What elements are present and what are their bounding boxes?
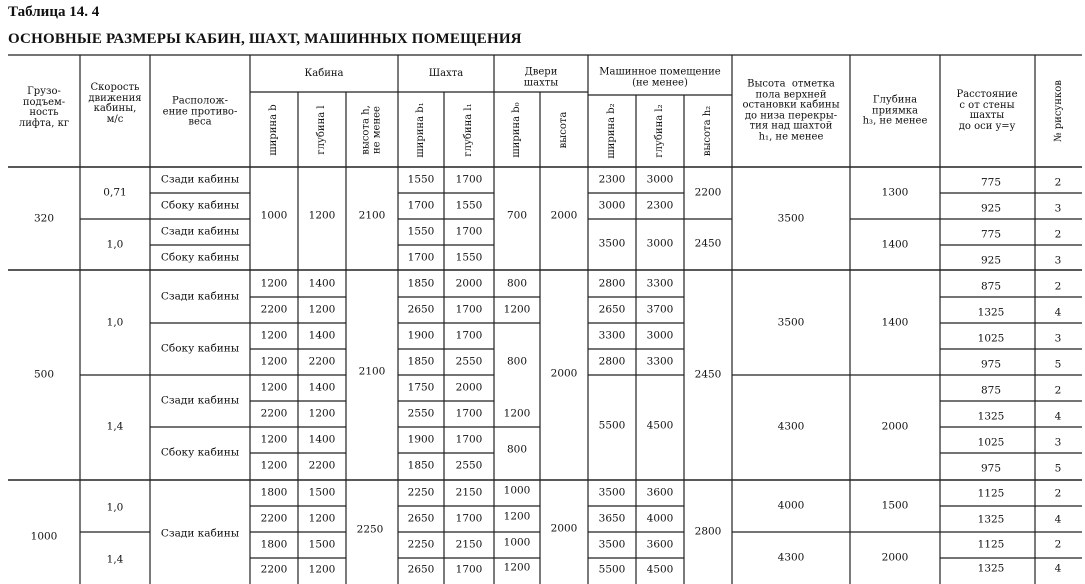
figure-cell: 3: [1054, 436, 1062, 449]
cabin-depth-cell: 1200: [308, 209, 336, 222]
distance-cell: 1125: [977, 487, 1005, 500]
capacity-cell: 500: [33, 368, 55, 381]
header-pit-depth: Глубина приямка h₃, не менее: [862, 94, 928, 127]
shaft-depth-cell: 2550: [455, 459, 483, 472]
counterweight-cell: Сзади кабины: [160, 225, 240, 238]
speed-cell: 1,0: [106, 316, 124, 329]
table-title: ОСНОВНЫЕ РАЗМЕРЫ КАБИН, ШАХТ, МАШИННЫХ ПОМЕЩЕНИЯ: [8, 31, 522, 47]
shaft-width-cell: 2650: [407, 563, 435, 576]
mr-width-cell: 5500: [598, 419, 626, 432]
shaft-width-cell: 1550: [407, 173, 435, 186]
header-door: Двери шахты: [523, 66, 559, 88]
table-caption: Таблица 14. 4: [8, 4, 100, 20]
cabin-depth-cell: 1400: [308, 277, 336, 290]
speed-cell: 1,0: [106, 501, 124, 514]
speed-cell: 1,4: [106, 420, 124, 433]
shaft-depth-cell: 1700: [455, 303, 483, 316]
mr-width-cell: 3500: [598, 538, 626, 551]
shaft-width-cell: 2250: [407, 538, 435, 551]
mr-width-cell: 5500: [598, 563, 626, 576]
stop-height-cell: 4000: [777, 499, 805, 512]
mr-depth-cell: 3300: [646, 277, 674, 290]
figure-cell: 2: [1054, 487, 1062, 500]
cabin-depth-cell: 1200: [308, 512, 336, 525]
cabin-width-cell: 2200: [260, 407, 288, 420]
mr-width-cell: 3650: [598, 512, 626, 525]
door-width-cell: 1200: [503, 303, 531, 316]
cabin-depth-cell: 1200: [308, 303, 336, 316]
capacity-cell: 320: [33, 212, 55, 225]
mr-width-cell: 2650: [598, 303, 626, 316]
speed-cell: 0,71: [103, 186, 127, 199]
shaft-width-cell: 2650: [407, 303, 435, 316]
door-width-cell: 800: [506, 355, 528, 368]
distance-cell: 775: [980, 228, 1002, 241]
header-stop-height: Высота отметка пола верхней остановки кабины до низа перекры- тия над шахтой h₁, не менее: [742, 78, 840, 142]
header-distance: Расстояние с от стены шахты до оси y=y: [956, 89, 1018, 132]
shaft-width-cell: 2550: [407, 407, 435, 420]
header-cabin-depth: глубина l: [315, 105, 327, 155]
shaft-depth-cell: 1700: [455, 407, 483, 420]
distance-cell: 1125: [977, 538, 1005, 551]
shaft-depth-cell: 1700: [455, 512, 483, 525]
figure-cell: 2: [1054, 228, 1062, 241]
cabin-width-cell: 1200: [260, 433, 288, 446]
cabin-depth-cell: 1500: [308, 486, 336, 499]
figure-cell: 4: [1054, 513, 1062, 526]
door-height-cell: 2000: [550, 522, 578, 535]
figure-cell: 2: [1054, 538, 1062, 551]
mr-depth-cell: 3300: [646, 355, 674, 368]
shaft-depth-cell: 1700: [455, 225, 483, 238]
pit-depth-cell: 2000: [881, 420, 909, 433]
door-width-cell: 1200: [503, 561, 531, 574]
shaft-width-cell: 1550: [407, 225, 435, 238]
counterweight-cell: Сбоку кабины: [160, 251, 240, 264]
shaft-depth-cell: 2000: [455, 381, 483, 394]
counterweight-cell: Сзади кабины: [160, 527, 240, 540]
cabin-width-cell: 1200: [260, 381, 288, 394]
mr-width-cell: 2800: [598, 277, 626, 290]
shaft-depth-cell: 1550: [455, 251, 483, 264]
distance-cell: 925: [980, 202, 1002, 215]
cabin-height-cell: 2100: [358, 209, 386, 222]
stop-height-cell: 4300: [777, 420, 805, 433]
header-cabin-width: ширина b: [267, 104, 279, 156]
cabin-width-cell: 1800: [260, 538, 288, 551]
distance-cell: 875: [980, 384, 1002, 397]
figure-cell: 3: [1054, 202, 1062, 215]
cabin-width-cell: 1000: [260, 209, 288, 222]
speed-cell: 1,0: [106, 238, 124, 251]
counterweight-cell: Сзади кабины: [160, 290, 240, 303]
cabin-depth-cell: 1200: [308, 563, 336, 576]
header-machine-room: Машинное помещение (не менее): [599, 66, 721, 88]
cabin-height-cell: 2100: [358, 365, 386, 378]
cabin-width-cell: 2200: [260, 512, 288, 525]
mr-depth-cell: 3000: [646, 237, 674, 250]
shaft-width-cell: 1700: [407, 251, 435, 264]
header-shaft-depth: глубина l₁: [462, 103, 474, 157]
cabin-depth-cell: 2200: [308, 355, 336, 368]
figure-cell: 2: [1054, 176, 1062, 189]
mr-width-cell: 3000: [598, 199, 626, 212]
shaft-width-cell: 2650: [407, 512, 435, 525]
distance-cell: 1325: [977, 562, 1005, 575]
distance-cell: 975: [980, 462, 1002, 475]
mr-height-cell: 2800: [694, 525, 722, 538]
counterweight-cell: Сзади кабины: [160, 173, 240, 186]
figure-cell: 5: [1054, 358, 1062, 371]
door-width-cell: 800: [506, 443, 528, 456]
mr-height-cell: 2200: [694, 186, 722, 199]
distance-cell: 1025: [977, 332, 1005, 345]
door-height-cell: 2000: [550, 209, 578, 222]
stop-height-cell: 4300: [777, 551, 805, 564]
header-capacity: Грузо- подъем- ность лифта, кг: [18, 86, 70, 129]
cabin-depth-cell: 2200: [308, 459, 336, 472]
pit-depth-cell: 2000: [881, 551, 909, 564]
capacity-cell: 1000: [30, 530, 58, 543]
header-door-width: ширина b₀: [510, 102, 522, 158]
cabin-width-cell: 1200: [260, 459, 288, 472]
mr-width-cell: 3500: [598, 237, 626, 250]
header-door-height: высота: [557, 111, 569, 149]
shaft-width-cell: 1900: [407, 329, 435, 342]
header-shaft: Шахта: [428, 67, 464, 79]
counterweight-cell: Сбоку кабины: [160, 199, 240, 212]
cabin-height-cell: 2250: [356, 523, 384, 536]
figure-cell: 5: [1054, 462, 1062, 475]
shaft-width-cell: 1850: [407, 277, 435, 290]
shaft-depth-cell: 1700: [455, 329, 483, 342]
figure-cell: 4: [1054, 410, 1062, 423]
distance-cell: 975: [980, 358, 1002, 371]
figure-cell: 2: [1054, 384, 1062, 397]
counterweight-cell: Сбоку кабины: [160, 342, 240, 355]
cabin-depth-cell: 1400: [308, 381, 336, 394]
distance-cell: 1325: [977, 306, 1005, 319]
cabin-width-cell: 1800: [260, 486, 288, 499]
pit-depth-cell: 1400: [881, 316, 909, 329]
mr-width-cell: 2300: [598, 173, 626, 186]
shaft-depth-cell: 2550: [455, 355, 483, 368]
shaft-depth-cell: 1700: [455, 173, 483, 186]
shaft-width-cell: 1900: [407, 433, 435, 446]
shaft-depth-cell: 1550: [455, 199, 483, 212]
header-speed: Скорость движения кабины, м/с: [88, 82, 142, 125]
shaft-depth-cell: 1700: [455, 563, 483, 576]
header-mr-depth: глубина l₂: [653, 104, 665, 158]
door-width-cell: 700: [506, 209, 528, 222]
pit-depth-cell: 1500: [881, 499, 909, 512]
shaft-width-cell: 1850: [407, 355, 435, 368]
header-shaft-width: ширина b₁: [414, 102, 426, 158]
header-figure: № рисунков: [1052, 80, 1064, 142]
mr-depth-cell: 2300: [646, 199, 674, 212]
header-cabin-height: высота h, не менее: [360, 105, 382, 155]
figure-cell: 4: [1054, 306, 1062, 319]
header-mr-width: ширина b₂: [605, 103, 617, 159]
distance-cell: 775: [980, 176, 1002, 189]
mr-width-cell: 3500: [598, 486, 626, 499]
figure-cell: 2: [1054, 280, 1062, 293]
distance-cell: 925: [980, 254, 1002, 267]
shaft-width-cell: 2250: [407, 486, 435, 499]
mr-depth-cell: 3000: [646, 329, 674, 342]
shaft-width-cell: 1850: [407, 459, 435, 472]
mr-depth-cell: 4000: [646, 512, 674, 525]
door-height-cell: 2000: [550, 367, 578, 380]
stop-height-cell: 3500: [777, 212, 805, 225]
distance-cell: 1325: [977, 513, 1005, 526]
distance-cell: 1325: [977, 410, 1005, 423]
cabin-depth-cell: 1200: [308, 407, 336, 420]
mr-height-cell: 2450: [694, 368, 722, 381]
mr-depth-cell: 3600: [646, 538, 674, 551]
mr-width-cell: 3300: [598, 329, 626, 342]
shaft-width-cell: 1700: [407, 199, 435, 212]
shaft-depth-cell: 2150: [455, 538, 483, 551]
mr-depth-cell: 3600: [646, 486, 674, 499]
header-cabin: Кабина: [304, 67, 344, 79]
door-width-cell: 1000: [503, 484, 531, 497]
cabin-depth-cell: 1400: [308, 329, 336, 342]
mr-height-cell: 2450: [694, 237, 722, 250]
door-width-cell: 800: [506, 277, 528, 290]
shaft-depth-cell: 2150: [455, 486, 483, 499]
cabin-width-cell: 2200: [260, 563, 288, 576]
shaft-width-cell: 1750: [407, 381, 435, 394]
figure-cell: 4: [1054, 562, 1062, 575]
mr-depth-cell: 3000: [646, 173, 674, 186]
stop-height-cell: 3500: [777, 316, 805, 329]
shaft-depth-cell: 1700: [455, 433, 483, 446]
mr-depth-cell: 4500: [646, 419, 674, 432]
shaft-depth-cell: 2000: [455, 277, 483, 290]
pit-depth-cell: 1400: [881, 238, 909, 251]
cabin-width-cell: 2200: [260, 303, 288, 316]
door-width-cell: 1200: [503, 510, 531, 523]
door-width-cell: 1200: [503, 407, 531, 420]
header-counterweight: Располож- ение противо- веса: [162, 95, 238, 128]
speed-cell: 1,4: [106, 553, 124, 566]
mr-depth-cell: 3700: [646, 303, 674, 316]
pit-depth-cell: 1300: [881, 186, 909, 199]
figure-cell: 3: [1054, 254, 1062, 267]
mr-width-cell: 2800: [598, 355, 626, 368]
figure-cell: 3: [1054, 332, 1062, 345]
counterweight-cell: Сбоку кабины: [160, 446, 240, 459]
distance-cell: 1025: [977, 436, 1005, 449]
cabin-width-cell: 1200: [260, 355, 288, 368]
mr-depth-cell: 4500: [646, 563, 674, 576]
cabin-width-cell: 1200: [260, 329, 288, 342]
cabin-width-cell: 1200: [260, 277, 288, 290]
cabin-depth-cell: 1400: [308, 433, 336, 446]
cabin-depth-cell: 1500: [308, 538, 336, 551]
distance-cell: 875: [980, 280, 1002, 293]
counterweight-cell: Сзади кабины: [160, 394, 240, 407]
header-mr-height: высота h₂: [701, 105, 713, 157]
door-width-cell: 1000: [503, 536, 531, 549]
